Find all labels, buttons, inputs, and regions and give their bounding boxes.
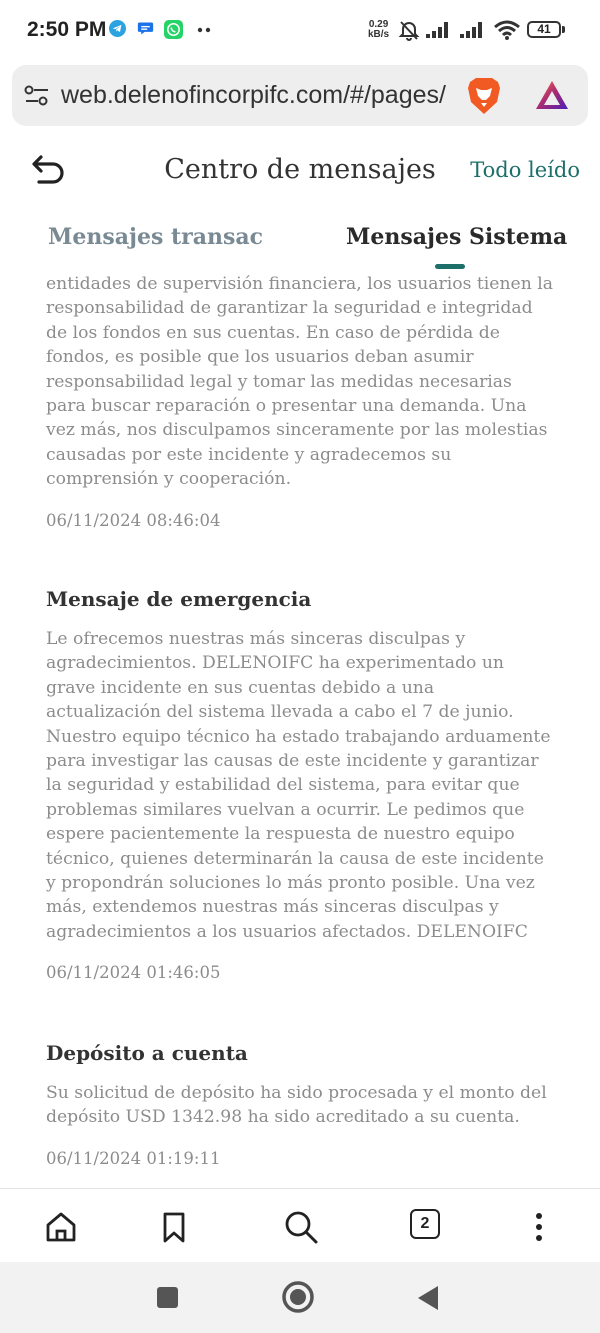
brave-shield-icon[interactable] <box>466 76 502 116</box>
tab-system-messages[interactable]: Mensajes Sistema <box>346 224 568 250</box>
list-item[interactable] <box>0 587 600 982</box>
browser-bottom-nav <box>0 1188 600 1263</box>
message-date: 06/11/2024 01:46:05 <box>46 963 221 983</box>
bookmark-icon[interactable] <box>154 1207 194 1247</box>
message-date: 06/11/2024 01:19:11 <box>46 1148 221 1168</box>
status-bar <box>0 0 600 62</box>
telegram-icon <box>109 20 126 37</box>
home-circle-icon[interactable] <box>281 1280 315 1314</box>
whatsapp-icon <box>164 20 183 39</box>
page-title: Centro de mensajes <box>164 154 436 185</box>
net-speed <box>368 20 389 40</box>
status-time: 2:50 PM <box>27 18 107 41</box>
system-nav-bar <box>0 1262 600 1333</box>
message-title: Depósito a cuenta <box>46 1041 248 1065</box>
url-bar[interactable] <box>12 65 588 126</box>
list-item[interactable] <box>0 272 600 530</box>
message-date: 06/11/2024 08:46:04 <box>46 510 221 530</box>
list-item[interactable] <box>0 1041 600 1168</box>
net-speed-unit: kB/s <box>368 29 390 40</box>
signal-icon-1 <box>426 22 452 38</box>
brave-rewards-icon[interactable] <box>534 79 570 111</box>
recents-icon[interactable] <box>155 1285 180 1310</box>
site-settings-icon[interactable] <box>24 84 50 108</box>
search-icon[interactable] <box>281 1207 321 1247</box>
message-body: Le ofrecemos nuestras más sinceras disculpas y agradecimientos. DELENOIFC ha experimentado un grave incidente en sus cuentas debido a una actualización del sistema llevada a cabo el 7 de junio. Nuestro equipo técnico ha estado trabajando arduamente para investigar las causas de este incidente y garantizar la seguridad y estabilidad del sistema, para evitar que problemas similares vuelvan a ocurrir. Le pedimos que espere pacientemente la respuesta de nuestro equipo técnico, quienes determinarán la causa de este incidente y propondrán soluciones lo más pronto posible. Una vez más, extendemos nuestras más sinceras disculpas y agradecimientos a los usuarios afectados. DELENOIFC <box>46 629 551 942</box>
more-dots-icon <box>197 27 213 33</box>
message-icon <box>137 20 154 37</box>
bell-muted-icon <box>398 19 420 41</box>
home-icon[interactable] <box>41 1207 81 1247</box>
battery-indicator: 41 <box>527 21 561 38</box>
message-list[interactable] <box>0 270 600 1188</box>
message-body: Su solicitud de depósito ha sido procesada y el monto del depósito USD 1342.98 ha sido acreditado a su cuenta. <box>46 1083 547 1128</box>
message-title: Mensaje de emergencia <box>46 587 312 611</box>
back-triangle-icon[interactable] <box>415 1284 441 1312</box>
net-speed-value: 0.29 <box>368 19 389 30</box>
more-menu-icon[interactable] <box>519 1207 559 1247</box>
mark-all-read-button[interactable]: Todo leído <box>470 158 580 182</box>
signal-icon-2 <box>460 22 486 38</box>
tab-switcher-button[interactable]: 2 <box>410 1209 440 1239</box>
active-tab-indicator <box>435 264 465 269</box>
battery-tip <box>562 26 565 33</box>
tab-transaction-messages[interactable]: Mensajes transac <box>48 224 264 250</box>
wifi-icon <box>493 19 521 40</box>
message-body: entidades de supervisión financiera, los usuarios tienen la responsabilidad de garantizar la seguridad e integridad de los fondos en sus cuentas. En caso de pérdida de fondos, es posible que los usuarios deban asumir responsabilidad legal y tomar las medidas necesarias para buscar reparación o presentar una demanda. Una vez más, nos disculpamos sinceramente por las molestias causadas por este incidente y agradecemos su comprensión y cooperación. <box>46 274 553 490</box>
url-text[interactable]: web.delenofincorpifc.com/#/pages/ <box>61 81 446 109</box>
